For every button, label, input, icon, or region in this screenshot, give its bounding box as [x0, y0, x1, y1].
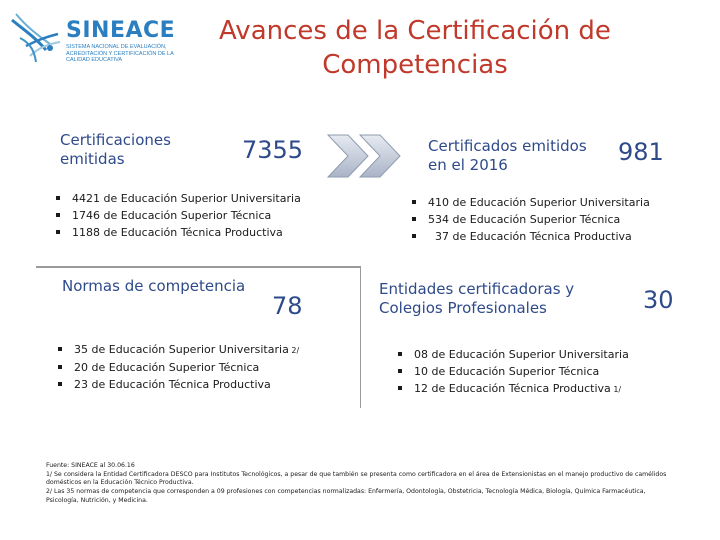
- page-title-line1: Avances de la Certificación de: [219, 16, 611, 46]
- entidades-label: [379, 280, 574, 318]
- footnote-ref: 1/: [610, 385, 622, 394]
- list-item-text: 08 de Educación Superior Universitaria: [414, 348, 629, 361]
- list-item-text: 20 de Educación Superior Técnica: [74, 361, 260, 374]
- logo-wordmark: SINEACE: [66, 18, 176, 43]
- list-item: [396, 363, 629, 380]
- list-item: [396, 380, 629, 398]
- entidades-label-line2: Colegios Profesionales: [379, 299, 547, 317]
- certificados-2016-total: 981: [618, 138, 664, 166]
- list-item-text: 23 de Educación Técnica Productiva: [74, 378, 271, 391]
- page-title: [190, 14, 640, 82]
- certificaciones-label-line1: Certificaciones: [60, 131, 171, 149]
- footnote-source: Fuente: SINEACE al 30.06.16: [46, 462, 135, 469]
- list-item-text: 12 de Educación Técnica Productiva: [414, 382, 611, 395]
- certificaciones-list: [54, 190, 301, 241]
- list-item: 534 de Educación Superior Técnica: [410, 211, 650, 228]
- footnote-1: 1/ Se considera la Entidad Certificadora DESCO para Institutos Tecnológicos, a pesar de que también se presenta como certificadora en el área de Extensionistas en el manejo productivo de camélidos domésticos en la Educación Técnico Productiva.: [46, 470, 667, 487]
- list-item: [56, 376, 299, 393]
- list-item: [396, 346, 629, 363]
- certificaciones-label-line2: emitidas: [60, 150, 125, 168]
- certificaciones-total: 7355: [242, 136, 304, 164]
- certificados-2016-label-line2: en el 2016: [428, 156, 508, 174]
- list-item: 4421 de Educación Superior Universitaria: [54, 190, 301, 207]
- list-item: 1188 de Educación Técnica Productiva: [54, 224, 301, 241]
- normas-label: Normas de competencia: [62, 277, 246, 295]
- footnote-2: 2/ Las 35 normas de competencia que corresponden a 09 profesiones con competencias normalizadas: Enfermería, Odontología, Obstetricia, Tecnología Médica, Biología, Química Farmacéutica, Psicología, Nutrición, y Medicina.: [46, 488, 646, 504]
- entidades-list: [396, 346, 629, 398]
- footnotes: [46, 462, 676, 506]
- double-chevron-icon: [326, 133, 406, 179]
- entidades-label-line1: Entidades certificadoras y: [379, 280, 575, 298]
- normas-total: 78: [272, 292, 303, 320]
- list-item: [56, 359, 299, 376]
- list-item-text: 35 de Educación Superior Universitaria: [74, 343, 289, 356]
- list-item: 37 de Educación Técnica Productiva: [410, 228, 650, 245]
- section-divider-horizontal: [36, 266, 360, 268]
- certificados-2016-list: [410, 194, 650, 245]
- list-item: 410 de Educación Superior Universitaria: [410, 194, 650, 211]
- list-item: 1746 de Educación Superior Técnica: [54, 207, 301, 224]
- footnote-ref: 2/: [288, 346, 300, 355]
- certificados-2016-label-line1: Certificados emitidos: [428, 137, 587, 155]
- normas-list: [56, 341, 299, 393]
- list-item: [56, 341, 299, 359]
- entidades-total: 30: [643, 286, 674, 314]
- page-title-line2: Competencias: [322, 50, 508, 80]
- logo-subtitle: SISTEMA NACIONAL DE EVALUACIÓN, ACREDITACIÓN Y CERTIFICACIÓN DE LA CALIDAD EDUCATIVA: [66, 44, 174, 64]
- certificados-2016-label: [428, 137, 587, 175]
- certificaciones-label: [60, 131, 171, 169]
- section-divider-vertical: [360, 266, 361, 408]
- hummingbird-icon: [6, 8, 64, 68]
- list-item-text: 10 de Educación Superior Técnica: [414, 365, 600, 378]
- sineace-logo: [6, 8, 186, 68]
